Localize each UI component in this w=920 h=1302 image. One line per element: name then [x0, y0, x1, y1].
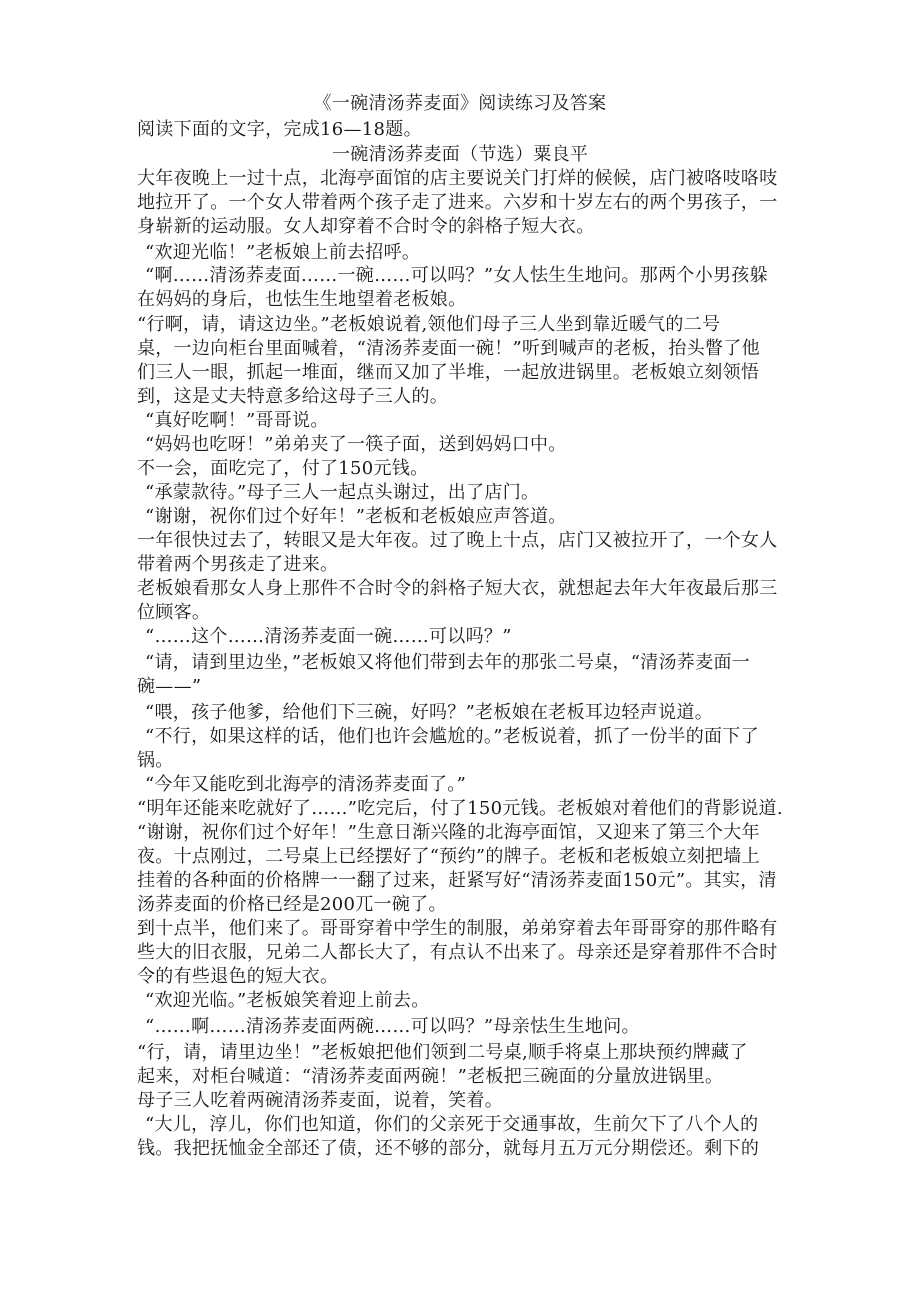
- passage-line: 碗——”: [137, 676, 202, 697]
- passage-line: 起来，对柜台喊道：“清汤荞麦面两碗！”老板把三碗面的分量放进锅里。: [137, 1066, 724, 1087]
- passage-line: 不一会，面吃完了，付了150元钱。: [137, 458, 429, 479]
- instruction-text: 阅读下面的文字，完成16—18题。: [137, 119, 422, 140]
- passage-line: “大儿，淳儿，你们也知道，你们的父亲死于交通事故，生前欠下了八个人的: [145, 1114, 759, 1135]
- passage-line: “欢迎光临！”老板娘上前去招呼。: [145, 242, 421, 263]
- passage-line: “行，请，请里边坐！”老板娘把他们领到二号桌,顺手将桌上那块预约牌藏了: [137, 1042, 748, 1063]
- passage-line: 一年很快过去了，转眼又是大年夜。过了晚上十点，店门又被拉开了，一个女人: [137, 530, 778, 551]
- passage-line: “今年又能吃到北海亭的清汤荞麦面了。”: [145, 774, 467, 795]
- passage-line: 令的有些退色的短大衣。: [137, 966, 339, 987]
- document-title: 《一碗清汤荞麦面》阅读练习及答案: [313, 93, 607, 114]
- passage-line: 在妈妈的身后，也怯生生地望着老板娘。: [137, 289, 467, 310]
- passage-line: 钱。我把抚恤金全部还了债，还不够的部分，就每月五万元分期偿还。剩下的: [137, 1138, 760, 1159]
- passage-line: 些大的旧衣服，兄弟二人都长大了，有点认不出来了。母亲还是穿着那件不合时: [137, 942, 778, 963]
- passage-line: “妈妈也吃呀！”弟弟夹了一筷子面，送到妈妈口中。: [145, 434, 567, 455]
- passage-line: “谢谢，祝你们过个好年！”生意日渐兴隆的北海亭面馆，又迎来了第三个大年: [137, 822, 760, 843]
- passage-line: “……啊……清汤荞麦面两碗……可以吗？”母亲怯生生地问。: [145, 1016, 640, 1037]
- passage-line: “欢迎光临。”老板娘笑着迎上前去。: [145, 990, 430, 1011]
- passage-line: 带着两个男孩走了进来。: [137, 554, 339, 575]
- passage-line: 们三人一眼，抓起一堆面，继而又加了半堆，一起放进锅里。老板娘立刻领悟: [137, 362, 760, 383]
- passage-line: 挂着的各种面的价格牌一一翻了过来，赶紧写好“清汤荞麦面150元”。其实，清: [137, 870, 777, 891]
- passage-line: 到十点半，他们来了。哥哥穿着中学生的制服，弟弟穿着去年哥哥穿的那件略有: [137, 918, 778, 939]
- passage-line: 位顾客。: [137, 602, 211, 623]
- passage-line: 汤荞麦面的价格已经是200兀一碗了。: [137, 894, 447, 915]
- passage-line: 夜。十点刚过，二号桌上已经摆好了“预约”的牌子。老板和老板娘立刻把墙上: [137, 846, 760, 867]
- passage-line: 地拉开了。一个女人带着两个孩子走了进来。六岁和十岁左右的两个男孩子，一: [137, 192, 778, 213]
- passage-line: “承蒙款待。”母子三人一起点头谢过，出了店门。: [145, 482, 540, 503]
- passage-line: 桌，一边向柜台里面喊着，“清汤荞麦面一碗！”听到喊声的老板，抬头瞥了他: [137, 338, 760, 359]
- passage-line: 身崭新的运动服。女人却穿着不合时令的斜格子短大衣。: [137, 216, 595, 237]
- passage-line: “真好吃啊！”哥哥说。: [145, 410, 329, 431]
- passage-line: “不行，如果这样的话，他们也许会尴尬的。”老板说着，抓了一份半的面下了: [145, 726, 759, 747]
- passage-line: “喂，孩子他爹，给他们下三碗，好吗？”老板娘在老板耳边轻声说道。: [145, 702, 714, 723]
- passage-line: “……这个……清汤荞麦面一碗……可以吗？”: [145, 626, 512, 647]
- passage-line: “行啊，请，请这边坐。”老板娘说着,领他们母子三人坐到靠近暖气的二号: [137, 314, 721, 335]
- passage-line: “明年还能来吃就好了……”吃完后，付了150元钱。老板娘对着他们的背影说道.: [137, 798, 783, 819]
- passage-line: “啊……清汤荞麦面……一碗……可以吗？”女人怯生生地问。那两个小男孩躲: [145, 265, 768, 286]
- passage-line: “谢谢，祝你们过个好年！”老板和老板娘应声答道。: [145, 506, 567, 527]
- passage-subtitle: 一碗清汤荞麦面（节选）粟良平: [332, 144, 589, 165]
- passage-line: 锅。: [137, 750, 174, 771]
- passage-line: 母子三人吃着两碗清汤荞麦面，说着，笑着。: [137, 1090, 503, 1111]
- passage-line: “请，请到里边坐，”老板娘又将他们带到去年的那张二号桌，“清汤荞麦面一: [145, 652, 751, 673]
- passage-line: 大年夜晚上一过十点，北海亭面馆的店主要说关门打烊的候候，店门被咯吱咯吱: [137, 168, 778, 189]
- passage-line: 到，这是丈夫特意多给这母子三人的。: [137, 386, 449, 407]
- passage-line: 老板娘看那女人身上那件不合时令的斜格子短大衣，就想起去年大年夜最后那三: [137, 578, 778, 599]
